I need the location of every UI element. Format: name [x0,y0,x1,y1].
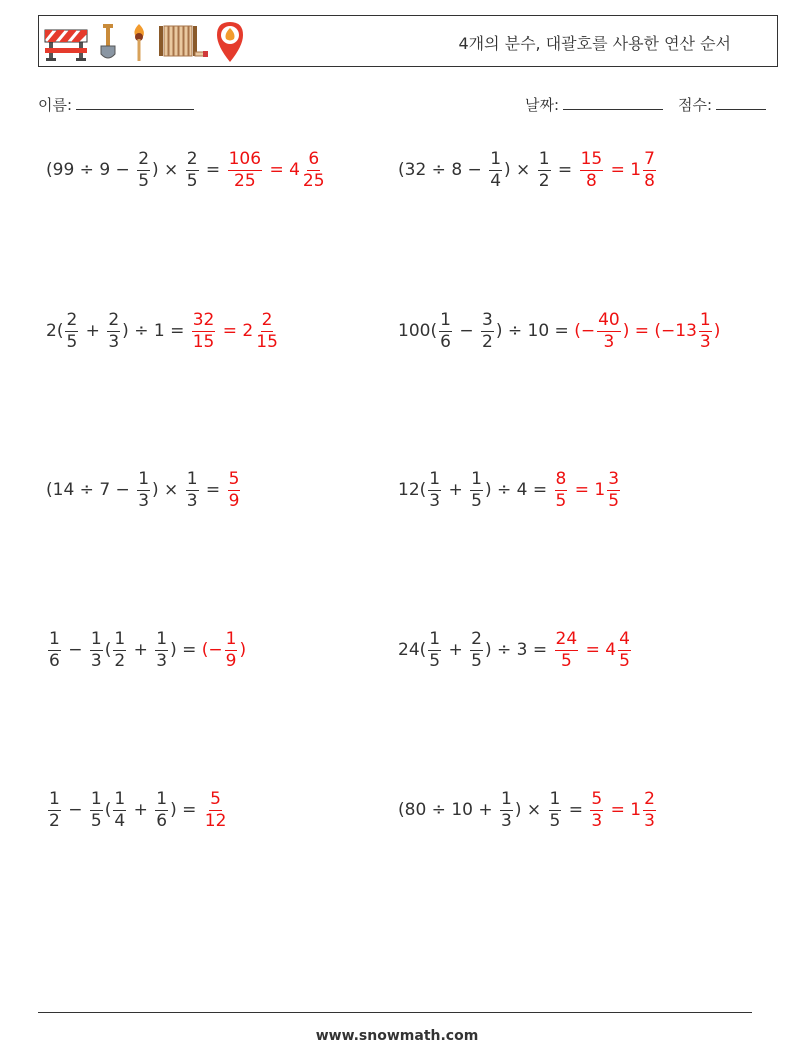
numerator: 32 [192,309,215,330]
expression-text: ) ÷ 3 = [484,640,553,660]
answer [553,468,623,511]
score-label: 점수: [678,96,713,114]
denominator: 2 [114,650,126,671]
expression-text: + [128,800,154,820]
fraction [470,468,483,511]
answer [201,628,247,671]
barrier-icon [43,22,89,62]
expression-text: + [80,321,106,341]
expression-text: ( [104,640,112,660]
header-box [38,15,778,67]
name-line[interactable] [76,95,194,110]
numerator: 1 [49,788,60,809]
numerator: 1 [538,148,550,169]
numerator: 1 [490,148,502,169]
fraction [428,628,441,671]
denominator: 9 [225,650,237,671]
expression-text: = 2 [217,321,254,341]
problem-item [46,309,281,353]
fraction [48,788,61,831]
fraction [186,148,199,191]
answer [202,788,230,831]
name-label: 이름: [38,96,73,114]
expression-text: (32 ÷ 8 − [398,160,488,180]
fraction [155,628,168,671]
numerator: 1 [429,468,441,489]
footer-divider [38,1012,752,1013]
fraction [500,788,513,831]
numerator: 2 [644,788,655,809]
denominator: 9 [228,490,240,511]
expression-text: ) ÷ 4 = [484,480,553,500]
expression-text: (− [574,321,596,341]
fraction [90,628,103,671]
denominator: 15 [192,331,215,352]
fraction [228,468,241,511]
numerator: 5 [210,788,221,809]
expression-text: + [443,640,469,660]
problem-item [398,309,720,353]
denominator: 12 [204,810,227,831]
numerator: 5 [591,788,603,809]
numerator: 1 [501,788,512,809]
shovel-icon [95,22,121,62]
denominator: 2 [481,331,493,352]
numerator: 5 [228,468,240,489]
page-title: 4개의 분수, 대괄호를 사용한 연산 순서 [458,34,731,53]
answer [190,309,281,352]
denominator: 3 [699,331,711,352]
numerator: 4 [619,628,630,649]
expression-text: ) ÷ 10 = [495,321,575,341]
denominator: 3 [644,810,655,831]
fraction [643,788,656,831]
fraction [643,148,656,191]
denominator: 2 [49,810,60,831]
denominator: 3 [108,331,120,352]
fraction [186,468,199,511]
problem-item [46,148,328,192]
expression-text: 12( [398,480,427,500]
fraction [107,309,120,352]
expression-text: − [62,800,88,820]
expression-text: ) = [170,640,202,660]
numerator: 6 [308,148,320,169]
expression-text: ( [104,800,112,820]
denominator: 5 [138,170,150,191]
fraction [590,788,603,831]
expression-text: = 1 [569,480,606,500]
numerator: 1 [114,628,126,649]
denominator: 5 [560,650,572,671]
fraction [90,788,103,831]
numerator: 1 [549,788,561,809]
denominator: 6 [156,810,168,831]
fraction [225,628,238,671]
answer [226,468,243,511]
numerator: 1 [699,309,711,330]
expression-text: ) × [152,160,184,180]
score-field [678,94,766,115]
expression-text: ) [239,640,247,660]
numerator: 1 [156,628,168,649]
expression-text: − [62,640,88,660]
numerator: 1 [440,309,451,330]
expression-text: ) [713,321,721,341]
expression-text: − [453,321,479,341]
denominator: 3 [591,810,603,831]
denominator: 3 [501,810,512,831]
numerator: 1 [225,628,237,649]
fraction [302,148,326,191]
problem-item [398,468,622,512]
expression-text: 2( [46,321,64,341]
fraction [192,309,216,352]
fraction [155,788,168,831]
expression-text: 100( [398,321,438,341]
denominator: 6 [49,650,60,671]
numerator: 2 [138,148,150,169]
score-line[interactable] [716,95,766,110]
numerator: 40 [598,309,620,330]
date-field [525,94,663,115]
expression-text: = [200,160,226,180]
problem-item [398,628,633,672]
fraction [255,309,279,352]
expression-text: ) × [152,480,184,500]
expression-text: (80 ÷ 10 + [398,800,498,820]
fraction [538,148,551,191]
fraction [607,468,620,511]
fraction [204,788,228,831]
problem-item [46,628,246,672]
fraction [137,148,150,191]
fraction [48,628,61,671]
fraction [428,468,441,511]
fraction [137,468,150,511]
expression-text: = 1 [605,800,642,820]
numerator: 1 [186,468,198,489]
expression-text: (− [201,640,223,660]
denominator: 3 [90,650,102,671]
numerator: 106 [228,148,262,169]
problem-item [398,788,658,832]
match-icon [127,22,151,62]
expression-text: + [128,640,154,660]
denominator: 3 [603,331,615,352]
expression-text: ) ÷ 1 = [122,321,190,341]
fraction [470,628,483,671]
fraction [699,309,712,352]
name-field [38,94,194,115]
denominator: 5 [471,650,482,671]
denominator: 3 [156,650,168,671]
expression-text: = [200,480,226,500]
date-line[interactable] [563,95,663,110]
denominator: 5 [429,650,441,671]
denominator: 4 [490,170,502,191]
numerator: 2 [261,309,273,330]
numerator: 3 [481,309,493,330]
fraction [580,148,604,191]
answer [588,788,658,831]
problem-item [46,788,229,832]
denominator: 15 [256,331,278,352]
denominator: 3 [138,490,150,511]
expression-text: ) = [170,800,202,820]
numerator: 2 [108,309,120,330]
denominator: 5 [608,490,620,511]
numerator: 2 [471,628,482,649]
fraction [481,309,494,352]
expression-text: 24( [398,640,427,660]
expression-text: = 1 [605,160,642,180]
denominator: 6 [440,331,451,352]
answer [553,628,633,671]
fraction [549,788,562,831]
denominator: 5 [66,331,78,352]
fraction [439,309,452,352]
numerator: 2 [186,148,198,169]
numerator: 1 [90,788,102,809]
hose-icon [157,22,209,62]
expression-text: = [563,800,589,820]
denominator: 5 [471,490,482,511]
numerator: 1 [114,788,126,809]
numerator: 15 [580,148,603,169]
numerator: 3 [608,468,620,489]
expression-text: (14 ÷ 7 − [46,480,136,500]
expression-text: = [552,160,578,180]
expression-text: ) × [514,800,547,820]
denominator: 5 [186,170,198,191]
fraction [228,148,262,191]
problem-item [46,468,242,512]
denominator: 8 [644,170,655,191]
fraction [113,788,126,831]
numerator: 7 [644,148,655,169]
fraction [65,309,78,352]
fraction [555,628,579,671]
fraction [489,148,502,191]
expression-text: = 4 [264,160,300,180]
expression-text: (99 ÷ 9 − [46,160,136,180]
denominator: 3 [429,490,441,511]
problem-item [398,148,658,192]
fraction [555,468,568,511]
numerator: 1 [49,628,60,649]
denominator: 8 [586,170,597,191]
denominator: 25 [234,170,256,191]
denominator: 5 [90,810,102,831]
denominator: 3 [186,490,198,511]
numerator: 1 [90,628,102,649]
numerator: 1 [429,628,441,649]
date-label: 날짜: [525,96,560,114]
footer-url: www.snowmath.com [315,1028,479,1044]
answer [578,148,658,191]
fraction [597,309,621,352]
answer [226,148,328,191]
expression-text: + [443,480,469,500]
numerator: 8 [555,468,567,489]
numerator: 24 [555,628,578,649]
answer [574,309,721,352]
location-pin-icon [215,20,245,64]
denominator: 5 [619,650,630,671]
denominator: 5 [549,810,561,831]
numerator: 2 [66,309,78,330]
expression-text: ) × [504,160,536,180]
numerator: 1 [138,468,150,489]
fraction [618,628,631,671]
expression-text: ) = (−13 [622,321,697,341]
numerator: 1 [471,468,482,489]
numerator: 1 [156,788,168,809]
header-icons [43,20,251,64]
expression-text: = 4 [580,640,617,660]
denominator: 2 [538,170,550,191]
denominator: 4 [114,810,126,831]
denominator: 25 [302,170,325,191]
fraction [113,628,126,671]
denominator: 5 [555,490,567,511]
